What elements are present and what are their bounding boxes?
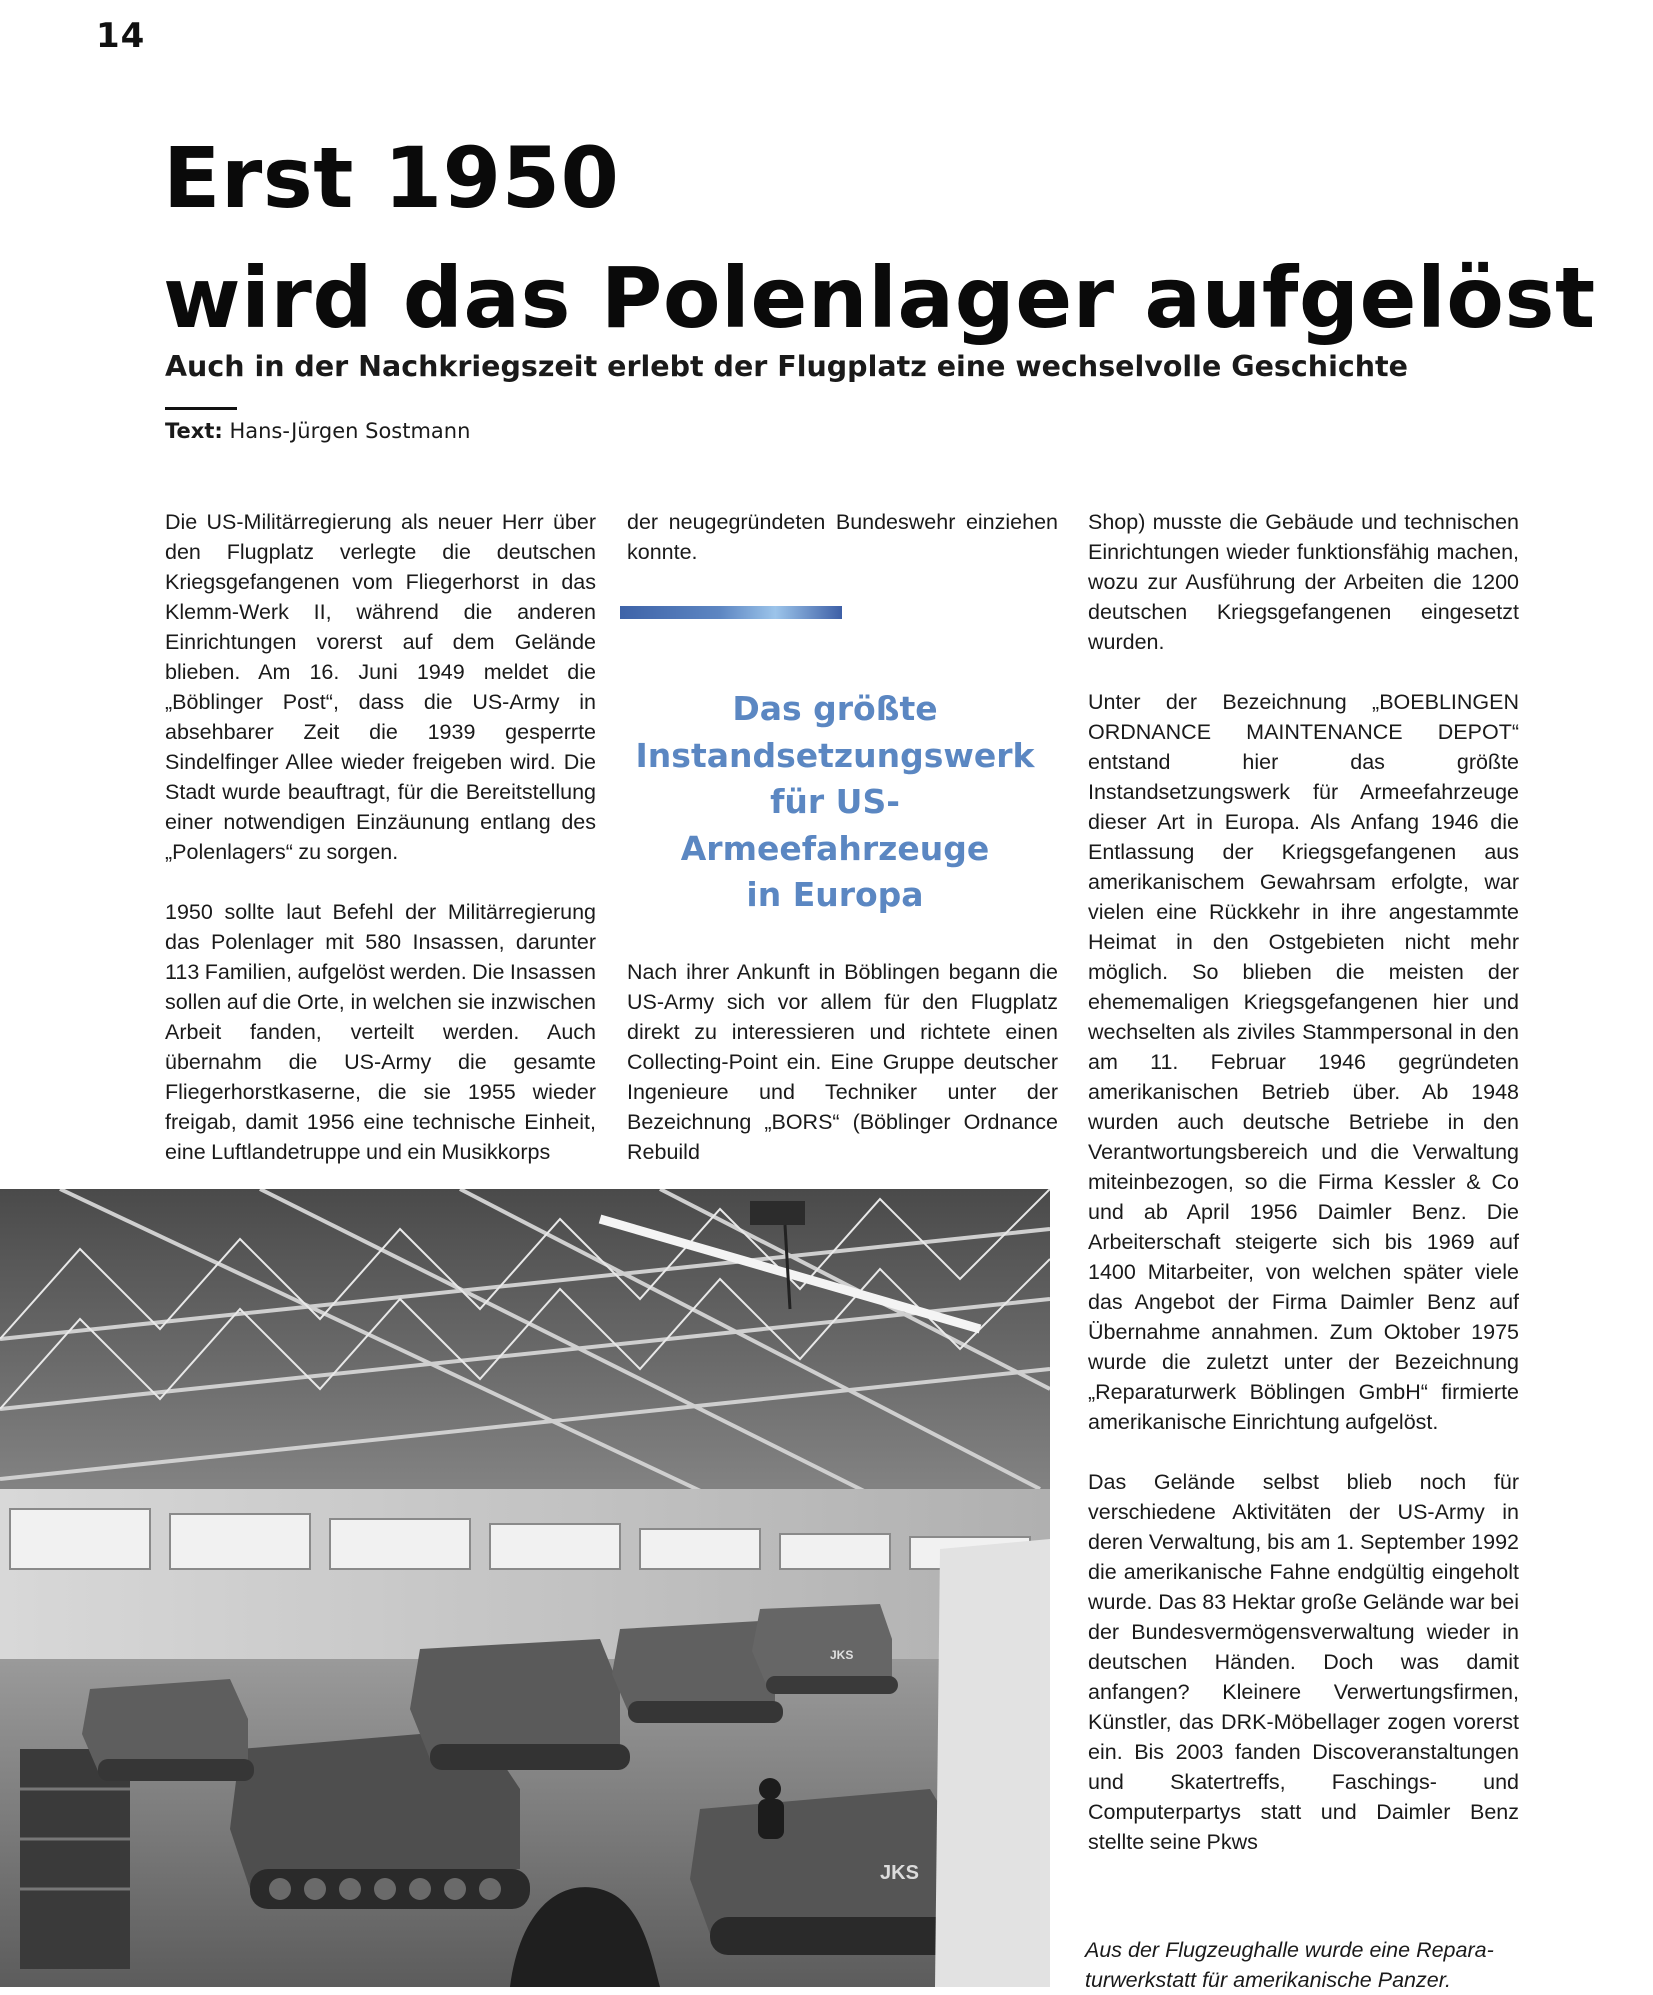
pullquote-line-2: Instandsetzungswerk xyxy=(635,735,1035,775)
column-3 xyxy=(1088,507,1519,1857)
armored-vehicle-mid-1 xyxy=(410,1639,630,1770)
armored-vehicle-front-right xyxy=(690,1789,970,1955)
column-1-paragraph-1: Die US-Militärregierung als neuer Herr über den Flugplatz verlegte die deutschen Kriegsgefangenen vom Fliegerhorst in das Klemm-Werk II, während die anderen Einrichtungen vorerst auf dem Gelände blieben. Am 16. Juni 1949 meldet die „Böblinger Post“, dass die US-Army in absehbarer Zeit die 1939 gesperrte Sindelfinger Allee wieder freigeben wird. Die Stadt wurde beauftragt, für die Bereitstellung einer notwendigen Einzäunung entlang des „Polenlagers“ zu sorgen. xyxy=(165,510,596,864)
vehicle-marking-2: JKS xyxy=(830,1648,854,1662)
headline-line-2: wird das Polenlager aufgelöst xyxy=(163,249,1596,347)
caption-line-1: Aus der Flugzeughalle wurde eine Repara- xyxy=(1085,1938,1494,1962)
ceiling xyxy=(0,1189,1050,1529)
photo-caption xyxy=(1085,1935,1525,1995)
column-1 xyxy=(165,507,596,1167)
byline xyxy=(165,419,470,443)
hangar-photo xyxy=(0,1189,1050,1987)
pullquote-line-1: Das größte xyxy=(732,689,938,728)
vehicle-marking-1: JKS xyxy=(880,1862,919,1884)
column-1-paragraph-2: 1950 sollte laut Befehl der Militärregierung das Polenlager mit 580 Insassen, darunter 113 Familien, aufgelöst werden. Die Insassen sollen auf die Orte, in welchen sie inzwischen Arbeit fanden, verteilt werden. Auch übernahm die US-Army die gesamte Fliegerhorstkaserne, die sie 1955 wieder freigab, damit 1956 eine technische Einheit, eine Luftlandetruppe und ein Musikkorps xyxy=(165,900,596,1164)
shelving xyxy=(20,1749,130,1969)
caption-line-2: turwerkstatt für amerikanische Panzer. xyxy=(1085,1968,1452,1992)
panel-right xyxy=(935,1539,1050,1987)
pullquote-line-4: in Europa xyxy=(746,875,924,914)
page-number: 14 xyxy=(96,16,146,56)
column-3-paragraph-2: Unter der Bezeichnung „BOEBLINGEN ORDNANCE MAINTENANCE DEPOT“ entstand hier das größte Instandsetzungswerk für Armeefahrzeuge dieser Art in Europa. Als Anfang 1946 die Entlassung der Kriegsgefangenen aus amerikanischem Gewahrsam erfolgte, war vielen eine Rückkehr in ihre angestammte Heimat in den Ostgebieten nicht mehr möglich. So blieben die meisten der ehememaligen Kriegsgefangenen hier und wechselten als ziviles Stammpersonal in den am 11. Februar 1946 gegründeten amerikanischen Betrieb über. Ab 1948 wurden auch deutsche Betriebe in den Verantwortungsbereich und die Verwaltung miteinbezogen, so die Firma Kessler & Co und ab April 1956 Daimler Benz. Die Arbeiterschaft steigerte sich bis 1969 auf 1400 Mitarbeiter, von welchen später viele das Angebot der Firma Daimler Benz auf Übernahme annahmen. Zum Oktober 1975 wurde die zuletzt unter der Bezeichnung „Reparaturwerk Böblingen GmbH“ firmierte amerikanische Einrichtung aufgelöst. xyxy=(1088,690,1519,1434)
subtitle: Auch in der Nachkriegszeit erlebt der Flugplatz eine wechselvolle Geschichte xyxy=(165,350,1408,383)
headline-line-1: Erst 1950 xyxy=(163,129,620,227)
back-wall xyxy=(0,1489,1050,1659)
column-2-bottom xyxy=(627,957,1058,1167)
overhead-crane xyxy=(750,1201,805,1225)
hangar-photo-illustration xyxy=(0,1189,1050,1987)
byline-rule xyxy=(165,407,237,410)
pullquote-line-3: für US-Armeefahrzeuge xyxy=(680,782,990,868)
column-3-paragraph-3: Das Gelände selbst blieb noch für verschiedene Aktivitäten der US-Army in deren Verwaltung, bis am 1. September 1992 die amerikanische Fahne endgültig eingeholt wurde. Das 83 Hektar große Gelände war bei der Bundesvermögensverwaltung wieder in deutschen Händen. Doch was damit anfangen? Kleinere Verwertungsfirmen, Künstler, das DRK-Möbellager zogen vorerst ein. Bis 2003 fanden Discoveranstaltungen und Skatertreffs, Faschings- und Computerpartys statt und Daimler Benz stellte seine Pkws xyxy=(1088,1470,1519,1854)
byline-author: Hans-Jürgen Sostmann xyxy=(229,419,471,443)
column-2-paragraph-1: der neugegründeten Bundeswehr einziehen konnte. xyxy=(627,510,1058,564)
headline xyxy=(163,118,1596,358)
byline-label: Text: xyxy=(165,419,223,443)
armored-vehicle-back-left xyxy=(82,1679,254,1781)
pullquote-bar xyxy=(620,606,842,619)
pullquote xyxy=(620,686,1050,919)
worker-silhouette xyxy=(758,1778,784,1839)
armored-vehicle-mid-3 xyxy=(752,1604,898,1694)
column-2-top xyxy=(627,507,1058,567)
column-3-paragraph-1: Shop) musste die Gebäude und technischen Einrichtungen wieder funktionsfähig machen, wozu zur Ausführung der Arbeiten die 1200 deutschen Kriegsgefangenen eingesetzt wurden. xyxy=(1088,510,1519,654)
column-2-paragraph-2: Nach ihrer Ankunft in Böblingen begann die US-Army sich vor allem für den Flugplatz direkt zu interessieren und richtete einen Collecting-Point ein. Eine Gruppe deutscher Ingenieure und Techniker unter der Bezeichnung „BORS“ (Böblinger Ordnance Rebuild xyxy=(627,960,1058,1164)
